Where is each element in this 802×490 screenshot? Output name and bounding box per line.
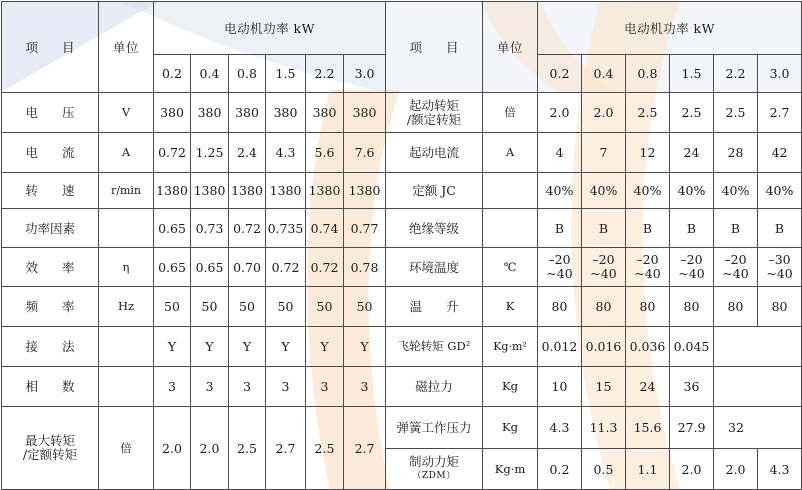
cell [758,248,802,287]
cell: 7 [582,133,626,173]
row-label: 飞轮转矩 GD² [386,327,483,367]
cell: 4.3 [758,449,802,490]
row-unit [483,209,538,248]
cell: 0.735 [266,209,306,248]
table-row [386,248,802,287]
cell: 0.5 [582,449,626,490]
row-unit: 倍 [483,93,538,133]
row-label-line1: 制动力矩 [408,454,459,469]
cell: 50 [191,287,229,327]
cell: 4.3 [266,133,306,173]
cell: 0.72 [266,248,306,287]
cell: 2.5 [306,407,344,490]
cell: 380 [266,93,306,133]
cell-line1: –20 [548,252,571,267]
row-unit: Kg·m² [483,327,538,367]
cell: 380 [306,93,344,133]
table-row [386,407,802,449]
row-label: 效 率 [2,248,99,287]
table-row [2,367,386,407]
row-unit [99,367,154,407]
table-row [2,407,386,490]
row-label: 磁拉力 [386,367,483,407]
cell: 2.5 [229,407,266,490]
row-label: 环境温度 [386,248,483,287]
cell: 1.1 [626,449,670,490]
table-row [2,248,386,287]
row-label-line2: /额定转矩 [406,111,462,127]
row-label: 频 率 [2,287,99,327]
cell: 11.3 [582,407,626,449]
cell: 1380 [344,173,386,209]
cell: 0.73 [191,209,229,248]
cell: 1.25 [191,133,229,173]
cell: 0.72 [306,248,344,287]
cell: 80 [758,287,802,327]
cell: 50 [266,287,306,327]
row-unit: A [99,133,154,173]
table-row [2,287,386,327]
header-item: 项 目 [2,2,99,93]
table-row [386,209,802,248]
power-value: 0.8 [229,55,266,93]
cell: B [538,209,582,248]
cell [714,327,802,367]
cell: 15 [582,367,626,407]
cell-line1: –30 [768,252,791,267]
power-value: 2.2 [714,55,758,93]
power-value: 3.0 [344,55,386,93]
cell: 0.036 [626,327,670,367]
row-label-line1: 起动转矩 [408,97,459,113]
power-value: 0.4 [582,55,626,93]
cell: 80 [670,287,714,327]
cell: 24 [626,367,670,407]
cell: 40% [670,173,714,209]
table-row [386,133,802,173]
row-label-line2: /定额转矩 [22,447,78,462]
cell: B [670,209,714,248]
cell: 27.9 [670,407,714,449]
cell: 0.016 [582,327,626,367]
table-row [386,449,802,490]
row-label [386,449,483,490]
cell: 2.7 [758,93,802,133]
row-label: 电 流 [2,133,99,173]
row-unit: r/min [99,173,154,209]
header-unit: 单位 [99,2,154,93]
cell: 380 [229,93,266,133]
cell: 40% [582,173,626,209]
cell: 2.0 [582,93,626,133]
power-value: 0.2 [538,55,582,93]
cell: 4 [538,133,582,173]
row-label: 功率因素 [2,209,99,248]
cell: 36 [670,367,714,407]
cell: 3 [154,367,191,407]
cell: 0.65 [191,248,229,287]
cell: 28 [714,133,758,173]
cell: 0.72 [154,133,191,173]
cell: 15.6 [626,407,670,449]
row-unit: η [99,248,154,287]
cell: 1380 [191,173,229,209]
row-unit: Hz [99,287,154,327]
cell: 0.012 [538,327,582,367]
cell-line1: –20 [636,252,659,267]
cell: 40% [538,173,582,209]
table-row [2,133,386,173]
power-value: 2.2 [306,55,344,93]
table-row [2,327,386,367]
row-label: 弹簧工作压力 [386,407,483,449]
power-value: 3.0 [758,55,802,93]
cell: 5.6 [306,133,344,173]
cell: 2.7 [344,407,386,490]
cell: B [626,209,670,248]
power-value: 0.8 [626,55,670,93]
cell [582,248,626,287]
cell: 2.5 [626,93,670,133]
cell: 50 [306,287,344,327]
cell: 7.6 [344,133,386,173]
header-unit: 单位 [483,2,538,93]
cell: 3 [229,367,266,407]
row-label: 接 法 [2,327,99,367]
cell: 1380 [306,173,344,209]
row-unit: Kg [483,367,538,407]
row-unit: Kg·m [483,449,538,490]
row-label [386,93,483,133]
cell: 2.7 [266,407,306,490]
cell: B [582,209,626,248]
motor-spec-table-right [385,1,802,490]
cell-line1: –20 [724,252,747,267]
row-unit: ℃ [483,248,538,287]
header-item: 项 目 [386,2,483,93]
cell-line2: ~40 [546,266,573,281]
cell: 1380 [266,173,306,209]
power-value: 0.2 [154,55,191,93]
cell: 0.74 [306,209,344,248]
cell: 1380 [154,173,191,209]
row-unit [99,209,154,248]
cell: 42 [758,133,802,173]
cell: 380 [154,93,191,133]
cell-line2: ~40 [634,266,661,281]
row-label: 电 压 [2,93,99,133]
cell: 2.0 [714,449,758,490]
motor-spec-table-left [1,1,386,490]
cell: Y [154,327,191,367]
table-row [386,287,802,327]
cell [626,248,670,287]
cell: Y [266,327,306,367]
cell: B [758,209,802,248]
cell [714,367,802,407]
cell [538,248,582,287]
cell: 50 [229,287,266,327]
cell-value: 32 [728,420,744,435]
cell: 2.0 [538,93,582,133]
table-row [386,93,802,133]
cell: 0.70 [229,248,266,287]
cell: 0.77 [344,209,386,248]
row-label-line1: 最大转矩 [24,433,75,448]
table-row [386,367,802,407]
cell: 80 [714,287,758,327]
cell: 0.65 [154,209,191,248]
table-row [2,93,386,133]
cell: 0.72 [229,209,266,248]
cell: 80 [582,287,626,327]
cell: B [714,209,758,248]
cell: 3 [344,367,386,407]
cell: 80 [538,287,582,327]
cell: 3 [306,367,344,407]
cell-line1: –20 [680,252,703,267]
header-power: 电动机功率 kW [154,2,386,55]
cell-line1: –20 [592,252,615,267]
cell: 2.5 [670,93,714,133]
row-label [2,407,99,490]
row-label: 定额 JC [386,173,483,209]
row-label: 相 数 [2,367,99,407]
cell [714,407,802,449]
power-value: 0.4 [191,55,229,93]
cell: 2.0 [191,407,229,490]
row-unit [99,327,154,367]
cell: Y [229,327,266,367]
row-label: 绝缘等级 [386,209,483,248]
power-value: 1.5 [266,55,306,93]
cell: 50 [344,287,386,327]
header-power: 电动机功率 kW [538,2,802,55]
cell: 2.0 [154,407,191,490]
cell: 50 [154,287,191,327]
cell: 3 [191,367,229,407]
cell: 2.0 [670,449,714,490]
cell [670,248,714,287]
table-row [2,209,386,248]
cell: 40% [714,173,758,209]
cell-line2: ~40 [766,266,793,281]
cell: 2.4 [229,133,266,173]
row-label-line2: （ZDM） [412,471,456,481]
cell: 380 [344,93,386,133]
row-unit: 倍 [99,407,154,490]
cell: 10 [538,367,582,407]
cell: 40% [626,173,670,209]
cell-line2: ~40 [590,266,617,281]
cell: 0.78 [344,248,386,287]
cell: 1380 [229,173,266,209]
cell-line2: ~40 [678,266,705,281]
row-unit [483,173,538,209]
cell: 380 [191,93,229,133]
table-row [386,327,802,367]
table-row [386,173,802,209]
cell-line2: ~40 [722,266,749,281]
cell: 24 [670,133,714,173]
cell: 3 [266,367,306,407]
row-unit: K [483,287,538,327]
cell: 12 [626,133,670,173]
cell: Y [306,327,344,367]
row-label: 温 升 [386,287,483,327]
cell: 4.3 [538,407,582,449]
cell: 40% [758,173,802,209]
power-value: 1.5 [670,55,714,93]
cell: Y [344,327,386,367]
cell: 2.5 [714,93,758,133]
cell: 0.65 [154,248,191,287]
row-label: 转 速 [2,173,99,209]
row-unit: V [99,93,154,133]
row-unit: Kg [483,407,538,449]
row-unit: A [483,133,538,173]
cell [714,248,758,287]
cell: 0.2 [538,449,582,490]
row-label: 起动电流 [386,133,483,173]
table-row [2,173,386,209]
cell: 0.045 [670,327,714,367]
cell: Y [191,327,229,367]
cell: 80 [626,287,670,327]
